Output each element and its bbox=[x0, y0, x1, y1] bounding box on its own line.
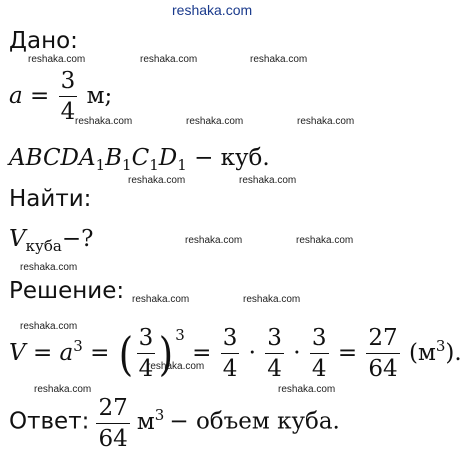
subscript: 1 bbox=[122, 156, 132, 174]
watermark: reshaka.com bbox=[132, 294, 190, 305]
answer-line bbox=[9, 397, 340, 451]
watermark: reshaka.com bbox=[186, 116, 244, 127]
fraction bbox=[310, 327, 329, 381]
cube-letters: ABCDA bbox=[9, 145, 96, 171]
watermark: reshaka.com bbox=[172, 2, 253, 18]
vertex-d: D bbox=[158, 145, 178, 171]
numerator: 3 bbox=[59, 70, 78, 97]
numerator: 27 bbox=[366, 327, 399, 354]
subscript: 1 bbox=[149, 156, 159, 174]
given-heading: Дано: bbox=[9, 28, 78, 54]
watermark: reshaka.com bbox=[185, 235, 243, 246]
question: −? bbox=[61, 226, 94, 252]
watermark: reshaka.com bbox=[297, 116, 355, 127]
answer-unit bbox=[136, 405, 165, 435]
answer-text: − объем куба. bbox=[169, 408, 340, 435]
unit: м bbox=[136, 408, 155, 435]
fraction bbox=[137, 327, 156, 381]
equals: = bbox=[337, 340, 358, 366]
equals: = bbox=[30, 83, 50, 109]
subscript: 1 bbox=[177, 156, 187, 174]
denominator: 4 bbox=[138, 356, 154, 382]
denominator: 64 bbox=[98, 426, 128, 452]
denominator: 64 bbox=[368, 356, 398, 382]
solution-heading: Решение: bbox=[9, 278, 125, 304]
watermark: reshaka.com bbox=[147, 361, 205, 372]
cube-label: − куб. bbox=[194, 145, 270, 171]
numerator: 3 bbox=[137, 327, 156, 354]
denominator: 4 bbox=[60, 99, 76, 125]
fraction bbox=[221, 327, 240, 381]
watermark: reshaka.com bbox=[278, 384, 336, 395]
solution-formula bbox=[9, 326, 462, 381]
exponent: 3 bbox=[154, 405, 165, 424]
unit: (м bbox=[409, 340, 436, 366]
watermark: reshaka.com bbox=[75, 116, 133, 127]
watermark: reshaka.com bbox=[28, 54, 86, 65]
unit-close: ). bbox=[445, 340, 462, 366]
equals: = bbox=[32, 340, 53, 366]
equals: = bbox=[90, 340, 110, 366]
equals: = bbox=[192, 340, 212, 366]
given-side-length bbox=[9, 70, 112, 124]
var-v: V bbox=[9, 340, 26, 366]
watermark: reshaka.com bbox=[128, 175, 186, 186]
find-heading: Найти: bbox=[9, 186, 92, 212]
answer-label: Ответ: bbox=[9, 408, 90, 435]
numerator: 3 bbox=[310, 327, 329, 354]
watermark: reshaka.com bbox=[243, 294, 301, 305]
given-cube bbox=[9, 145, 270, 174]
denominator: 4 bbox=[311, 356, 327, 382]
watermark: reshaka.com bbox=[140, 54, 198, 65]
exponent: 3 bbox=[73, 337, 83, 355]
exponent: 3 bbox=[175, 326, 185, 344]
right-paren: ) bbox=[159, 327, 174, 381]
fraction bbox=[265, 327, 284, 381]
multiply-dot: · bbox=[293, 340, 301, 366]
denominator: 4 bbox=[222, 356, 238, 382]
fraction-three-quarters bbox=[59, 70, 78, 124]
numerator: 27 bbox=[96, 397, 129, 424]
watermark: reshaka.com bbox=[239, 175, 297, 186]
multiply-dot: · bbox=[248, 340, 256, 366]
fraction-result bbox=[366, 327, 399, 381]
var-v: V bbox=[9, 226, 26, 252]
left-paren: ( bbox=[118, 327, 133, 381]
subscript-cube: куба bbox=[25, 237, 62, 255]
vertex-c: C bbox=[131, 145, 150, 171]
vertex-b: B bbox=[105, 145, 123, 171]
watermark: reshaka.com bbox=[20, 262, 78, 273]
answer-fraction bbox=[96, 397, 129, 451]
numerator: 3 bbox=[221, 327, 240, 354]
numerator: 3 bbox=[265, 327, 284, 354]
unit: м; bbox=[86, 83, 113, 109]
var-a: a bbox=[9, 83, 23, 109]
exponent: 3 bbox=[435, 337, 446, 355]
watermark: reshaka.com bbox=[20, 321, 78, 332]
var-a: a bbox=[59, 340, 74, 366]
subscript: 1 bbox=[95, 156, 106, 174]
watermark: reshaka.com bbox=[296, 235, 354, 246]
watermark: reshaka.com bbox=[250, 54, 308, 65]
denominator: 4 bbox=[267, 356, 282, 382]
find-volume bbox=[9, 226, 93, 255]
watermark: reshaka.com bbox=[34, 384, 92, 395]
